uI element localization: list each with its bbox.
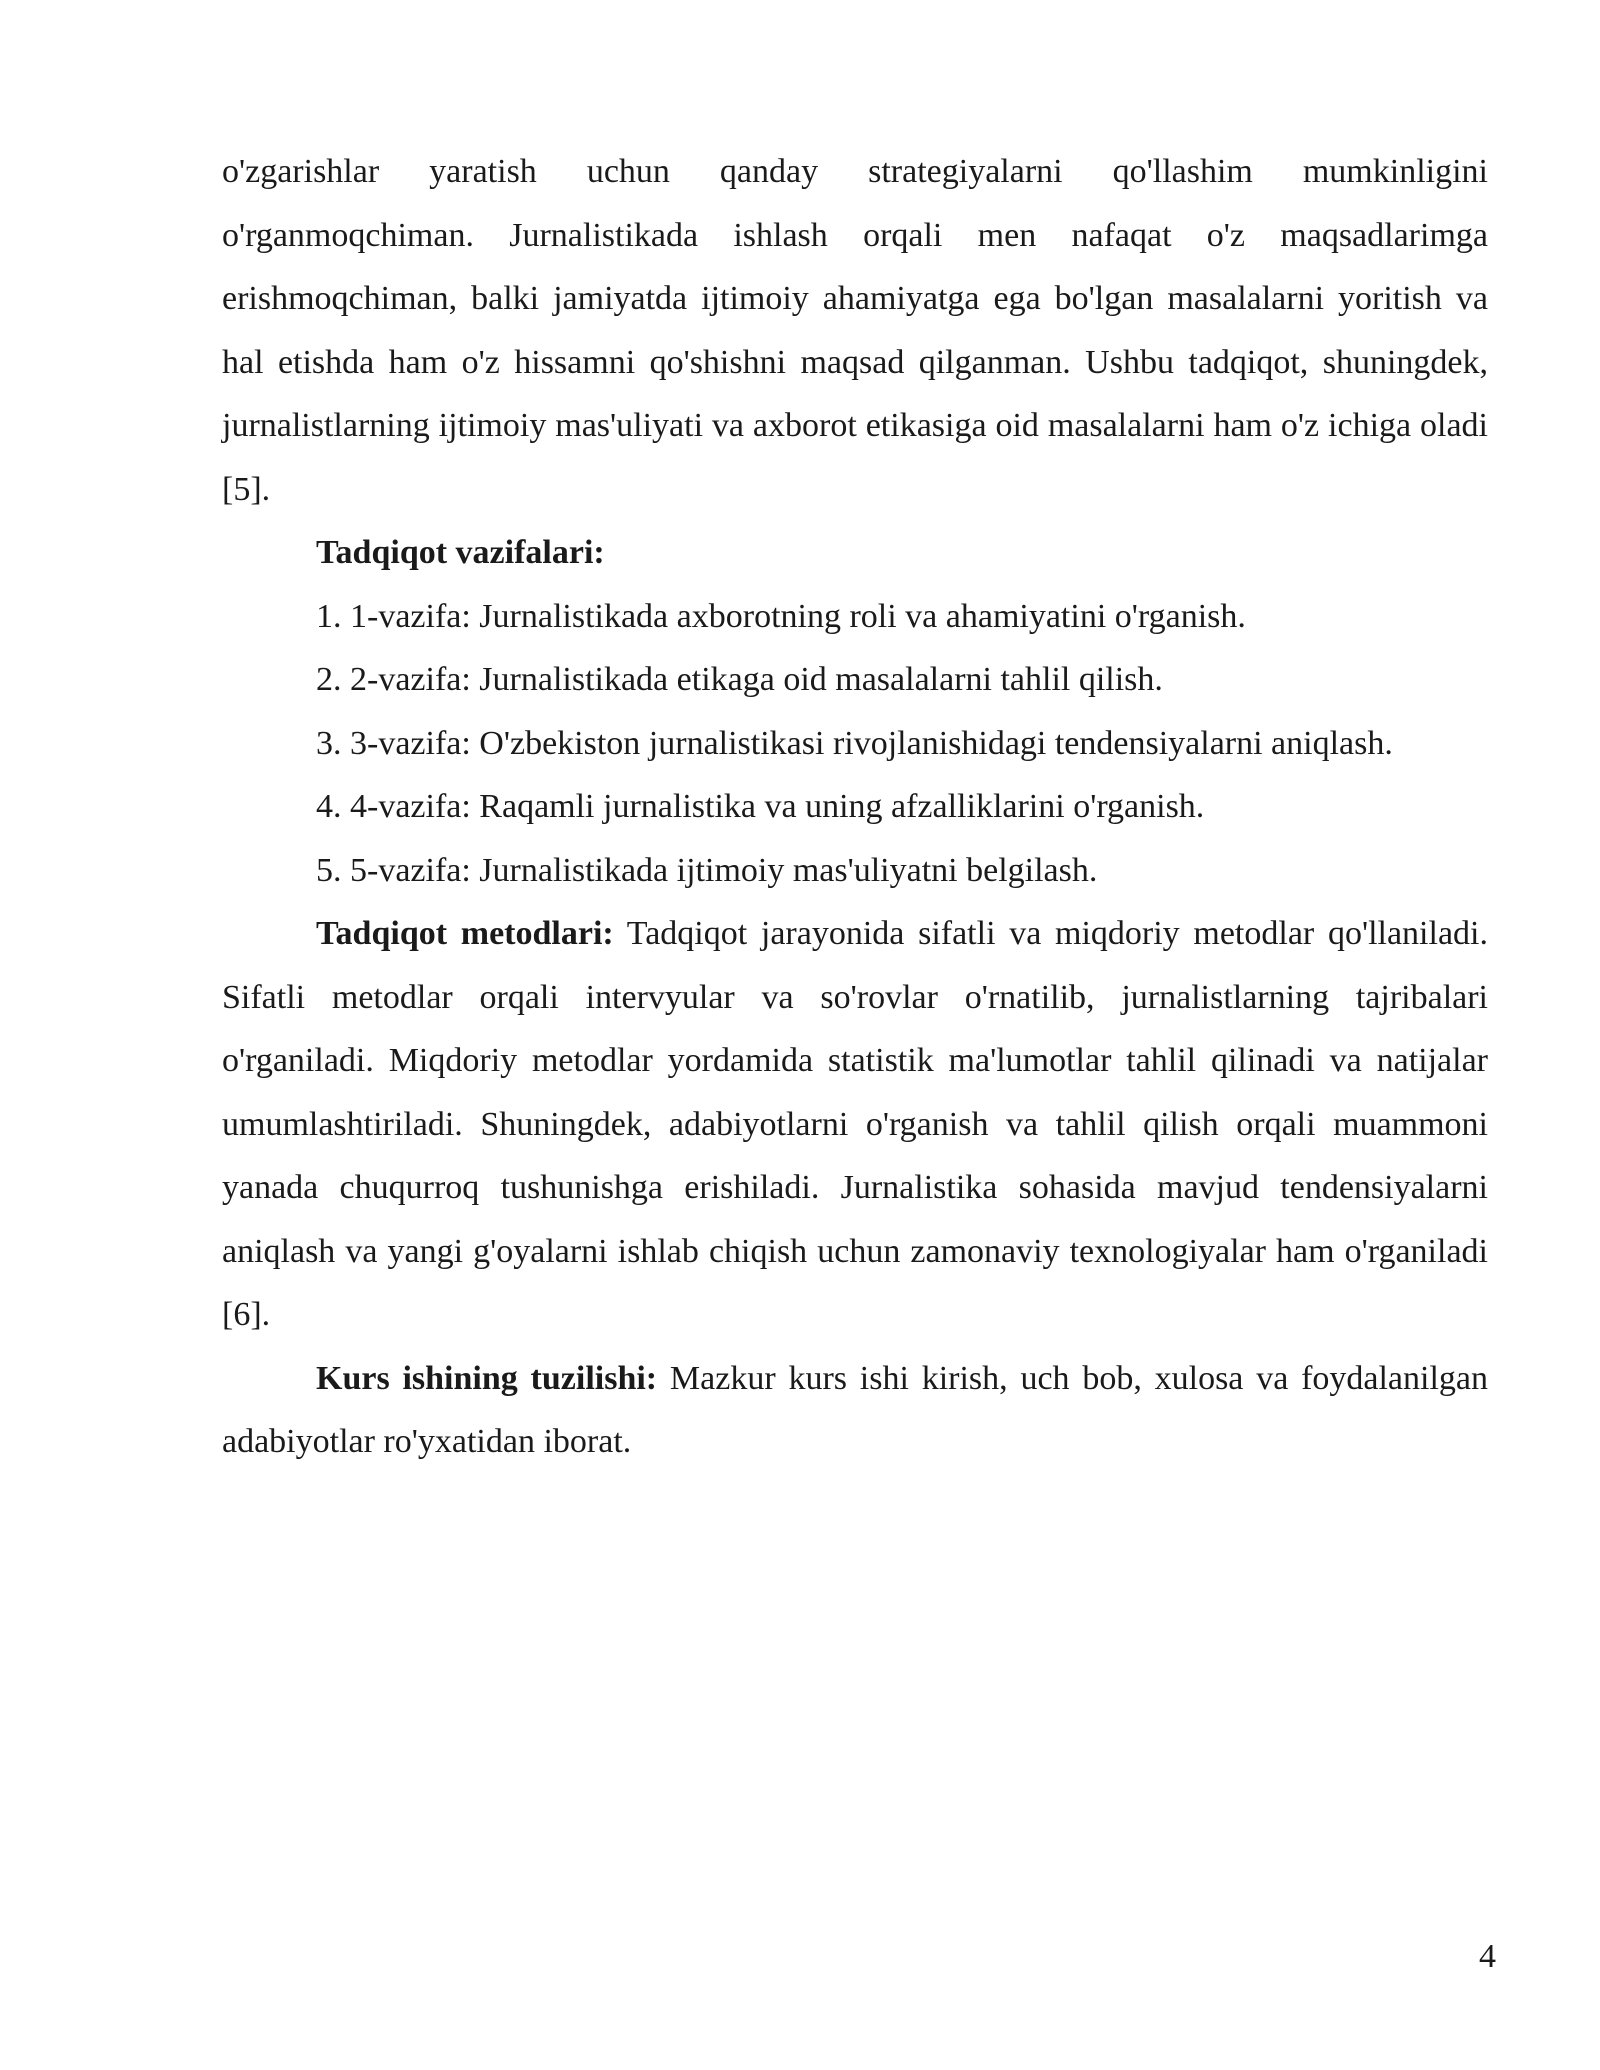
methods-paragraph: [222, 902, 1488, 1347]
tasks-list: [222, 585, 1488, 903]
methods-label: Tadqiqot metodlari:: [316, 915, 614, 952]
page-number: 4: [1479, 1938, 1496, 1975]
list-item: 3. 3-vazifa: O'zbekiston jurnalistikasi rivojlanishidagi tendensiyalarni aniqlash.: [316, 724, 1393, 762]
intro-paragraph: o'zgarishlar yaratish uchun qanday strategiyalarni qo'llashim mumkinligini o'rganmoqchiman. Jurnalistikada ishlash orqali men nafaqat o'z maqsadlarimga erishmoqchiman, balki jamiyatda ijtimoiy ahamiyatga ega bo'lgan masalalarni yoritish va hal etishda ham o'z hissamni qo'shishni maqsad qilganman. Ushbu tadqiqot, shuningdek, jurnalistlarning ijtimoiy mas'uliyati va axborot etikasiga oid masalalarni ham o'z ichiga oladi [5].: [222, 153, 1488, 508]
list-item: 4. 4-vazifa: Raqamli jurnalistika va uning afzalliklarini o'rganish.: [316, 788, 1205, 825]
structure-label: Kurs ishining tuzilishi:: [316, 1359, 658, 1397]
page-content: [222, 140, 1488, 1474]
tasks-heading: Tadqiqot vazifalari:: [316, 534, 605, 571]
list-item: 2. 2-vazifa: Jurnalistikada etikaga oid masalalarni tahlil qilish.: [316, 661, 1163, 698]
structure-paragraph: [222, 1347, 1488, 1474]
methods-text: Tadqiqot jarayonida sifatli va miqdoriy metodlar qo'llaniladi. Sifatli metodlar orqali intervyular va so'rovlar o'rnatilib, jurnalistlarning tajribalari o'rganiladi. Miqdoriy metodlar yordamida statistik ma'lumotlar tahlil qilinadi va natijalar umumlashtiriladi. Shuningdek, adabiyotlarni o'rganish va tahlil qilish orqali muammoni yanada chuqurroq tushunishga erishiladi. Jurnalistika sohasida mavjud tendensiyalarni aniqlash va yangi g'oyalarni ishlab chiqish uchun zamonaviy texnologiyalar ham o'rganiladi [6].: [222, 915, 1488, 1333]
list-item: 1. 1-vazifa: Jurnalistikada axborotning roli va ahamiyatini o'rganish.: [316, 597, 1246, 635]
list-item: 5. 5-vazifa: Jurnalistikada ijtimoiy mas'uliyatni belgilash.: [316, 851, 1098, 889]
structure-text: Mazkur kurs ishi kirish, uch bob, xulosa va foydalanilgan adabiyotlar ro'yxatidan iborat.: [222, 1359, 1489, 1460]
